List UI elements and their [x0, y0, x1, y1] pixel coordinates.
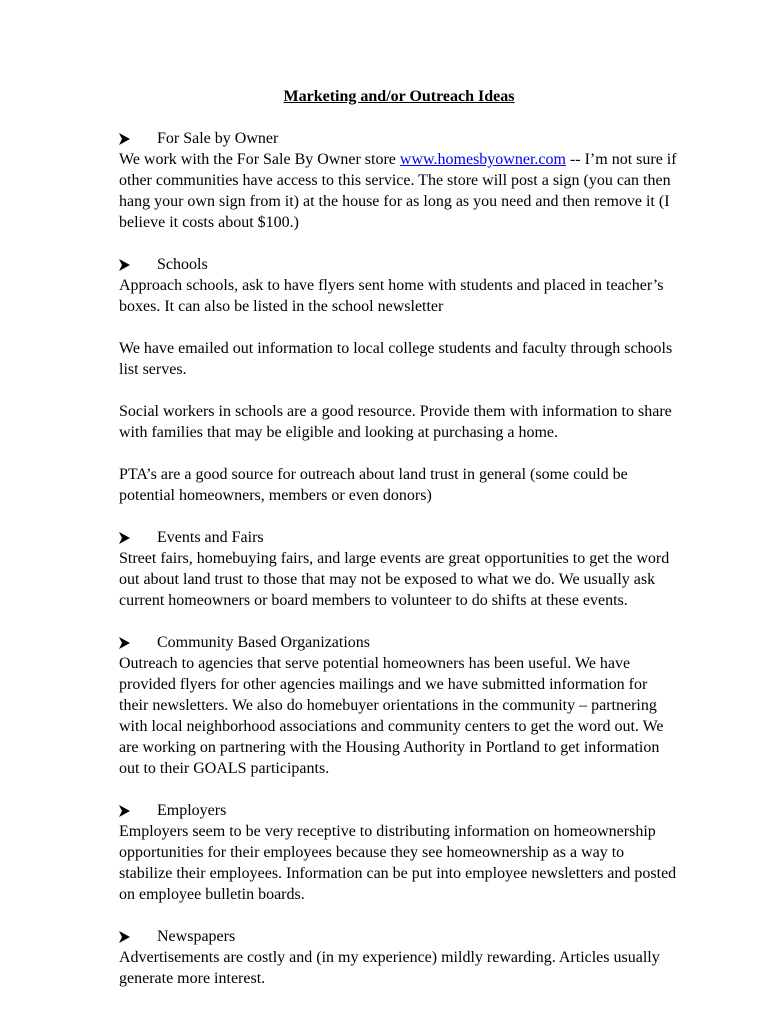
section-body — [119, 149, 679, 233]
section-heading: For Sale by Owner — [157, 130, 279, 147]
section-heading: Events and Fairs — [157, 529, 264, 546]
arrow-bullet-icon — [119, 931, 157, 943]
section-heading: Employers — [157, 802, 227, 819]
section-heading-line — [119, 926, 679, 947]
section-heading: Newspapers — [157, 928, 236, 945]
arrow-bullet-icon — [119, 259, 157, 271]
body-text: -- I’m not sure if other communities have access to this service. The store will post a sign (you can then hang your own sign from it) at the house for as long as you need and then remove it (I believe it costs about $100.) — [119, 151, 677, 231]
section-paragraph: Street fairs, homebuying fairs, and large events are great opportunities to get the word out about land trust to those that may not be exposed to what we do. We usually ask current homeowners or board members to volunteer to do shifts at these events. — [119, 550, 670, 609]
section-schools — [119, 254, 679, 506]
section-newspapers — [119, 926, 679, 989]
section-for-sale-by-owner — [119, 128, 679, 233]
section-heading: Schools — [157, 256, 208, 273]
arrow-bullet-icon — [119, 637, 157, 649]
section-events-and-fairs — [119, 527, 679, 611]
arrow-bullet-icon — [119, 532, 157, 544]
section-community-based-organizations — [119, 632, 679, 779]
section-paragraph: PTA’s are a good source for outreach about land trust in general (some could be potential homeowners, members or even donors) — [119, 466, 628, 504]
arrow-bullet-icon — [119, 805, 157, 817]
section-paragraph: Advertisements are costly and (in my experience) mildly rewarding. Articles usually generate more interest. — [119, 949, 660, 987]
section-heading-line — [119, 800, 679, 821]
section-employers — [119, 800, 679, 905]
document-page — [119, 86, 679, 1010]
homesbyowner-link[interactable]: www.homesbyowner.com — [399, 151, 566, 168]
section-heading-line — [119, 632, 679, 653]
section-heading-line — [119, 128, 679, 149]
section-paragraph: Employers seem to be very receptive to distributing information on homeownership opportunities for their employees because they see homeownership as a way to stabilize their employees. Information can be put into employee newsletters and posted on employee bulletin boards. — [119, 823, 677, 903]
section-paragraph: Outreach to agencies that serve potential homeowners has been useful. We have provided flyers for other agencies mailings and we have submitted information for their newsletters. We also do homebuyer orientations in the community – partnering with local neighborhood associations and community centers to get the word out. We are working on partnering with the Housing Authority in Portland to get information out to their GOALS participants. — [119, 655, 664, 777]
section-paragraph: Social workers in schools are a good resource. Provide them with information to share with families that may be eligible and looking at purchasing a home. — [119, 403, 672, 441]
section-heading: Community Based Organizations — [157, 634, 371, 651]
section-heading-line — [119, 254, 679, 275]
section-paragraph: Approach schools, ask to have flyers sent home with students and placed in teacher’s boxes. It can also be listed in the school newsletter — [119, 277, 664, 315]
arrow-bullet-icon — [119, 133, 157, 145]
body-text: We work with the For Sale By Owner store — [119, 151, 400, 168]
section-paragraph: We have emailed out information to local college students and faculty through schools list serves. — [119, 340, 673, 378]
document-title: Marketing and/or Outreach Ideas — [283, 88, 515, 105]
section-heading-line — [119, 527, 679, 548]
